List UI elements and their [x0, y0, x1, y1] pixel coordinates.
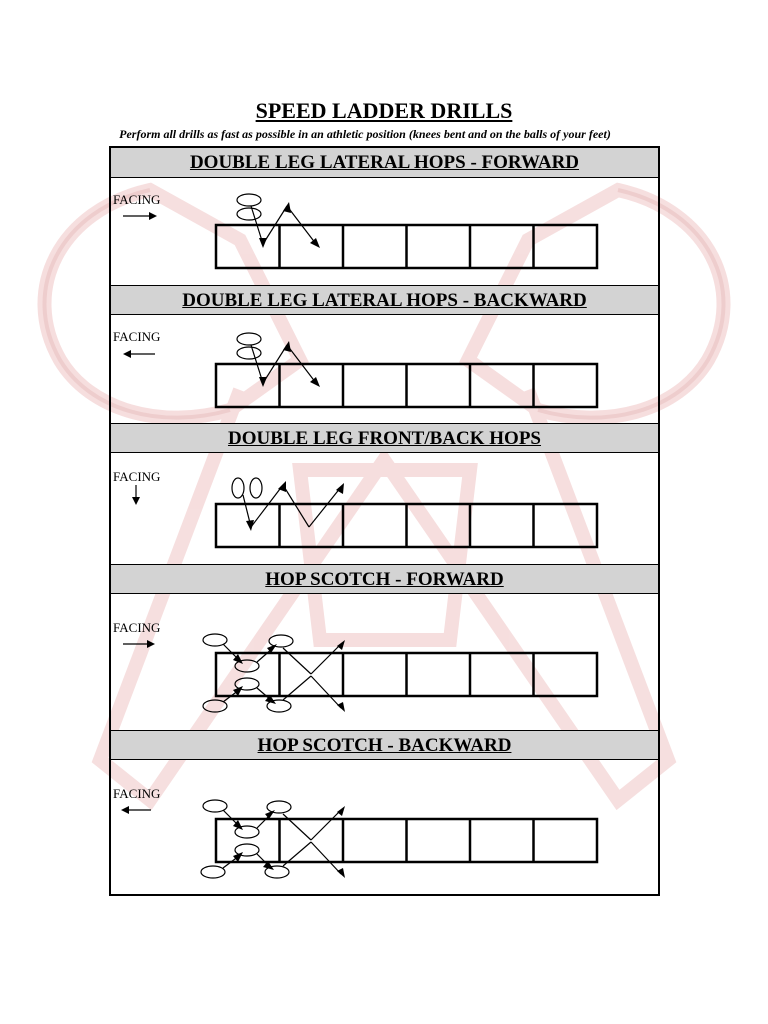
drill-diagram — [111, 564, 658, 730]
drill-section-hop-scotch-forward — [111, 564, 658, 730]
facing-label: FACING — [113, 192, 161, 207]
ladder — [216, 653, 597, 696]
drill-title: HOP SCOTCH - FORWARD — [111, 564, 658, 594]
drill-diagram — [111, 285, 658, 423]
ladder — [216, 819, 597, 862]
drill-section-lateral-backward — [111, 285, 658, 423]
drill-title: HOP SCOTCH - BACKWARD — [111, 730, 658, 760]
drill-section-lateral-forward — [111, 148, 658, 285]
drill-section-hop-scotch-backward — [111, 730, 658, 894]
arrow-right-icon — [123, 212, 157, 220]
arrow-right-icon — [123, 640, 155, 648]
drill-title: DOUBLE LEG LATERAL HOPS - FORWARD — [111, 148, 658, 178]
ladder — [216, 225, 597, 268]
drill-section-front-back — [111, 423, 658, 564]
facing-label: FACING — [113, 620, 161, 635]
drill-diagram — [111, 148, 658, 285]
ladder — [216, 504, 597, 547]
drill-diagram — [111, 423, 658, 564]
ladder — [216, 364, 597, 407]
drill-title: DOUBLE LEG LATERAL HOPS - BACKWARD — [111, 285, 658, 315]
drill-sheet — [109, 146, 660, 896]
drill-title: DOUBLE LEG FRONT/BACK HOPS — [111, 423, 658, 453]
arrow-down-icon — [132, 485, 140, 505]
facing-label: FACING — [113, 329, 161, 344]
arrow-left-icon — [123, 350, 155, 358]
page-title: SPEED LADDER DRILLS — [255, 98, 513, 123]
drill-diagram — [111, 730, 658, 894]
facing-label: FACING — [113, 469, 161, 484]
page-subtitle: Perform all drills as fast as possible in an athletic position (knees bent and on the balls of your feet) — [119, 127, 611, 141]
arrow-left-icon — [121, 806, 151, 814]
facing-label: FACING — [113, 786, 161, 801]
